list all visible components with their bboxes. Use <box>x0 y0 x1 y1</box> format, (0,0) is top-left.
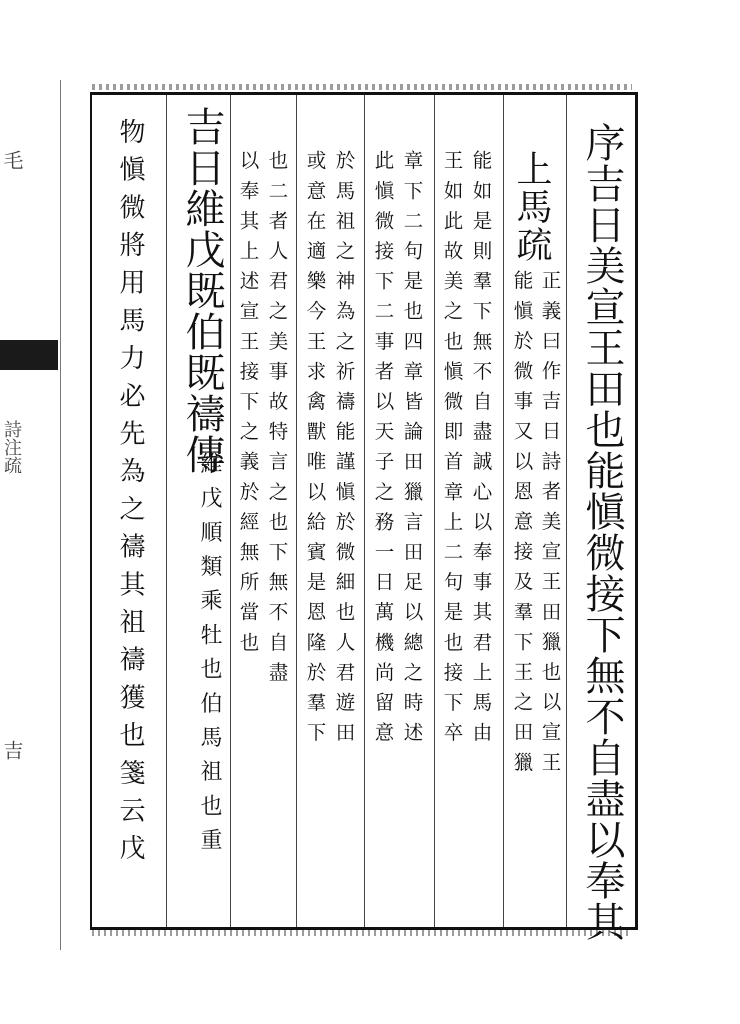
margin-rule <box>60 80 61 950</box>
column-rule <box>364 95 365 927</box>
commentary-line: 以奉其上述宣王接下之義於經無所當也 <box>236 150 260 662</box>
column-rule <box>296 95 297 927</box>
margin-ink-mark <box>0 340 58 370</box>
preface-column: 序吉日美宣王田也能愼微接下無不自盡以奉其 <box>579 122 625 942</box>
column-rule <box>166 95 167 927</box>
main-text-column: 吉日維戊既伯既禱傳 <box>179 106 225 475</box>
column-rule <box>566 95 567 927</box>
frame-bottom-texture <box>92 930 632 936</box>
column-rule <box>503 95 504 927</box>
margin-label-title: 毛 <box>0 150 24 170</box>
commentary-line: 正義曰作吉日詩者美宣王田獵也以宣王 <box>538 270 562 782</box>
commentary-line: 此愼微接下二事者以天子之務一日萬機尚留意 <box>371 150 395 752</box>
commentary-line: 能如是則羣下無不自盡誠心以奉事其君上馬由 <box>469 150 493 752</box>
commentary-line: 章下二句是也四章皆論田獵言田足以總之時述 <box>400 150 424 752</box>
commentary-line: 也二者人君之美事故特言之也下無不自盡 <box>265 150 289 692</box>
column-rule <box>434 95 435 927</box>
commentary-heading: 上馬疏 <box>511 150 552 264</box>
commentary-line: 或意在適樂今王求禽獸唯以給賓是恩隆於羣下 <box>303 150 327 752</box>
commentary-line: 於馬祖之神為之祈禱能謹愼於微細也人君遊田 <box>332 150 356 752</box>
annotation-line: 物愼微將用馬力必先為之禱其祖禱獲也箋云戊 <box>115 118 145 872</box>
frame-top-texture <box>92 84 632 90</box>
column-rule <box>230 95 231 927</box>
margin-label-chapter: 吉 <box>0 740 24 760</box>
adjacent-page-margin <box>0 0 60 1024</box>
margin-label-book: 詩注疏 <box>1 420 22 474</box>
commentary-line: 王如此故美之也愼微即首章上二句是也接下卒 <box>440 150 464 752</box>
commentary-line: 能愼於微事又以恩意接及羣下王之田獵 <box>510 270 534 782</box>
annotation-line: 維戊順類乘牡也伯馬祖也重 <box>197 452 222 863</box>
